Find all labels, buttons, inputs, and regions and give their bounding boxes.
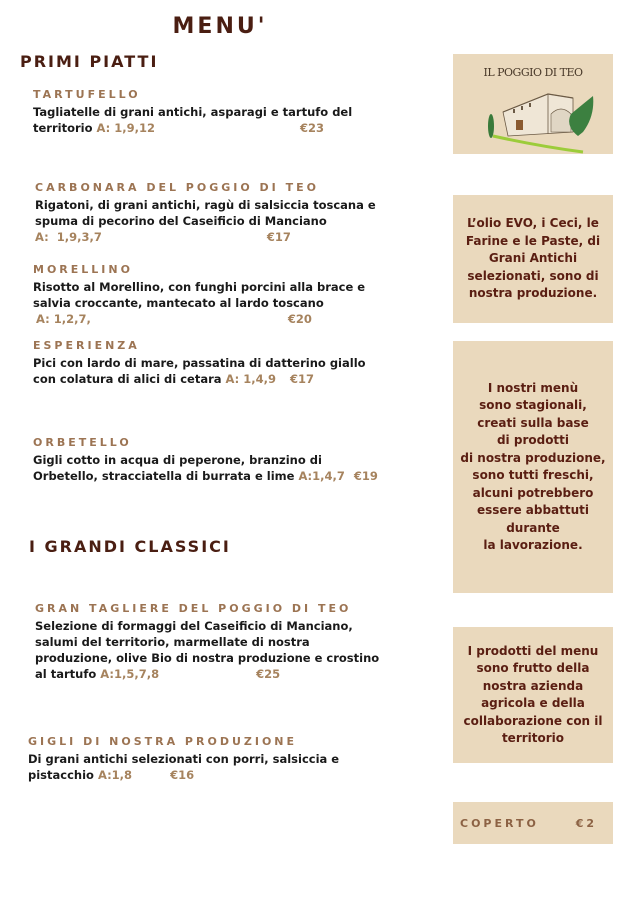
info-box-own-production	[453, 195, 613, 323]
price: €23	[299, 121, 324, 135]
dish-description	[33, 355, 393, 387]
dish-name: ORBETELLO	[33, 436, 132, 449]
logo-text: IL POGGIO DI TEO	[483, 66, 583, 79]
info-box-farm-products	[453, 627, 613, 763]
dish-morellino	[33, 263, 393, 327]
desc-line: Tagliatelle di grani antichi, asparagi e tartufo del	[33, 105, 353, 119]
section-title-primi-piatti: PRIMI PIATTI	[20, 52, 159, 71]
desc-line: Di grani antichi selezionati con porri, salsiccia e	[28, 752, 340, 766]
dish-description	[28, 751, 388, 783]
dish-gigli	[28, 735, 388, 783]
note-line: collaborazione con il	[463, 713, 603, 728]
note-line: sono frutto della	[476, 661, 590, 675]
dish-gran-tagliere	[35, 602, 415, 682]
desc-line: Selezione di formaggi del Caseificio di Manciano,	[35, 619, 353, 633]
menu-title: MENU'	[172, 14, 268, 39]
dish-name: MORELLINO	[33, 263, 133, 276]
dish-description	[33, 279, 393, 327]
note-line: sono stagionali,	[479, 398, 587, 412]
price: €19	[353, 469, 378, 483]
dish-tartufello	[33, 88, 393, 136]
allergens: A:1,5,7,8	[100, 667, 160, 681]
note-line: nostra produzione.	[468, 286, 598, 301]
info-box-seasonal-menu	[453, 341, 613, 593]
coperto-label: COPERTO	[460, 816, 539, 830]
dish-name: GIGLI DI NOSTRA PRODUZIONE	[28, 735, 298, 748]
dish-name: ESPERIENZA	[33, 339, 140, 352]
dish-description	[33, 104, 393, 136]
note-line: alcuni potrebbero	[472, 485, 594, 500]
note-line: di nostra produzione,	[460, 450, 606, 465]
farmhouse-illustration-icon	[453, 54, 613, 154]
dish-description	[35, 618, 415, 682]
desc-line: Gigli cotto in acqua di peperone, branzino di	[33, 453, 322, 467]
coperto-price: €2	[575, 816, 597, 830]
dish-description	[33, 452, 393, 484]
price: €20	[287, 312, 312, 326]
allergens: A: 1,4,9	[225, 372, 276, 386]
note-line: nostra azienda	[482, 678, 584, 693]
note-line: la lavorazione.	[483, 538, 583, 552]
allergens: A:1,8	[97, 768, 133, 782]
note-line: Grani Antichi	[488, 251, 578, 266]
note-line: I nostri menù	[487, 380, 579, 395]
note-line: territorio	[501, 731, 565, 745]
allergens: A: 1,9,3,7	[35, 230, 102, 244]
coperto-box	[453, 802, 613, 844]
allergens: A: 1,2,7,	[36, 312, 91, 326]
desc-line: al tartufo	[35, 667, 97, 681]
desc-line: Rigatoni, di grani antichi, ragù di salsiccia toscana e	[35, 198, 376, 212]
logo	[453, 54, 613, 154]
price: €16	[170, 768, 195, 782]
desc-line: spuma di pecorino del Caseificio di Manciano	[35, 214, 327, 228]
price: €17	[266, 230, 291, 244]
desc-line: produzione, olive Bio di nostra produzione e crostino	[35, 651, 380, 665]
desc-line: salvia croccante, mantecato al lardo toscano	[33, 296, 324, 310]
desc-line: territorio	[33, 121, 93, 135]
note-line: Farine e le Paste, di	[465, 233, 601, 248]
note-line: di prodotti	[496, 433, 570, 447]
price: €25	[256, 667, 281, 681]
desc-line: salumi del territorio, marmellate di nostra	[35, 635, 310, 649]
note-line: essere abbattuti	[476, 503, 590, 517]
note-line: durante	[506, 520, 560, 535]
desc-line: Pici con lardo di mare, passatina di datterino giallo	[33, 356, 366, 370]
dish-esperienza	[33, 339, 393, 387]
note-line: agricola e della	[481, 696, 585, 710]
dish-name: TARTUFELLO	[33, 88, 141, 101]
note-line: I prodotti del menu	[467, 643, 599, 658]
note-line: creati sulla base	[477, 415, 589, 430]
allergens: A: 1,9,12	[96, 121, 155, 135]
desc-line: Risotto al Morellino, con funghi porcini alla brace e	[33, 280, 366, 294]
dish-name: GRAN TAGLIERE DEL POGGIO DI TEO	[35, 602, 352, 615]
note-line: selezionati, sono di	[467, 268, 599, 283]
desc-line: pistacchio	[28, 768, 94, 782]
allergens: A:1,4,7	[298, 469, 345, 483]
price: €17	[290, 372, 315, 386]
note-line: sono tutti freschi,	[472, 468, 594, 482]
desc-line: Orbetello, stracciatella di burrata e lime	[33, 469, 295, 483]
dish-description	[35, 197, 395, 245]
dish-name: CARBONARA DEL POGGIO DI TEO	[35, 181, 319, 194]
section-title-grandi-classici: I GRANDI CLASSICI	[29, 537, 231, 556]
dish-carbonara	[35, 181, 395, 245]
note-line: L’olio EVO, i Ceci, le	[467, 216, 599, 231]
dish-orbetello	[33, 436, 393, 484]
desc-line: con colatura di alici di cetara	[33, 372, 222, 386]
